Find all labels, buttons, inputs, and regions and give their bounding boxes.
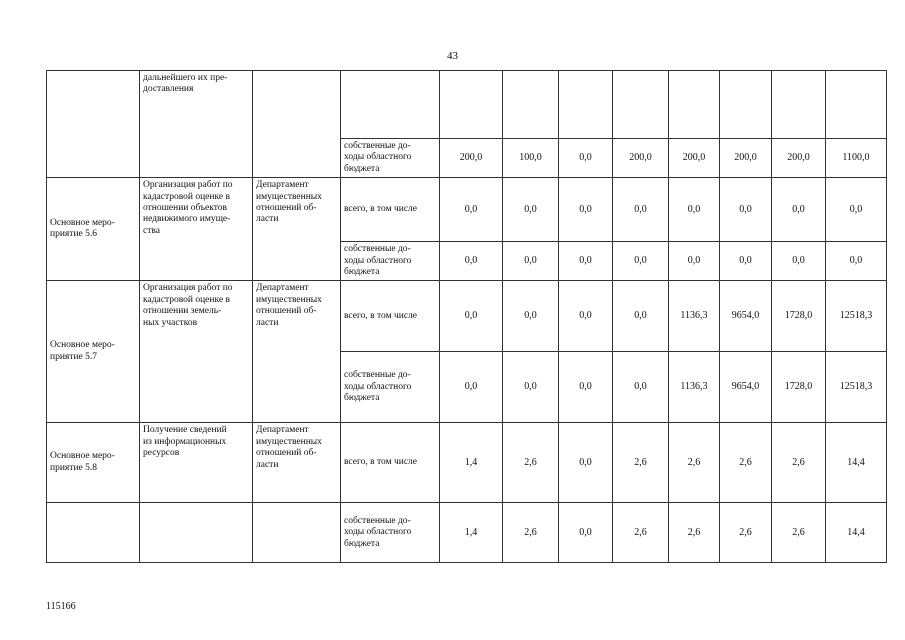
measure-cell — [47, 281, 140, 423]
value-cell: 0,0 — [559, 139, 613, 178]
activity-name-cell — [140, 281, 253, 423]
funding-source-cell — [341, 139, 440, 178]
value-cell: 12518,3 — [826, 352, 887, 423]
budget-table — [46, 70, 887, 563]
activity-name-cell — [140, 71, 253, 178]
value-cell: 200,0 — [669, 139, 720, 178]
value-cell: 1728,0 — [772, 352, 826, 423]
table-row — [47, 281, 887, 352]
page-number: 43 — [447, 50, 458, 62]
table-row — [47, 71, 887, 139]
value-cell: 1,4 — [440, 503, 503, 563]
funding-source-cell — [341, 352, 440, 423]
executor-cell — [253, 178, 341, 281]
value-cell: 0,0 — [503, 352, 559, 423]
funding-source-cell — [341, 178, 440, 242]
value-cell — [669, 71, 720, 139]
executor-cell — [253, 423, 341, 503]
activity-name-cell — [140, 503, 253, 563]
executor-cell-text: Департамент имущественных отношений об- ласти — [256, 425, 322, 470]
value-cell: 2,6 — [669, 503, 720, 563]
value-cell: 2,6 — [503, 503, 559, 563]
value-cell: 0,0 — [826, 178, 887, 242]
value-cell: 200,0 — [772, 139, 826, 178]
value-cell: 2,6 — [669, 423, 720, 503]
table-row — [47, 423, 887, 503]
funding-source-cell — [341, 242, 440, 281]
funding-source-text: всего, в том числе — [344, 310, 418, 321]
funding-source-text: всего, в том числе — [344, 203, 418, 214]
value-cell: 0,0 — [613, 242, 669, 281]
executor-cell — [253, 71, 341, 178]
measure-cell-text: Основное меро- приятие 5.6 — [50, 217, 115, 240]
value-cell — [826, 71, 887, 139]
funding-source-text: собственные до- ходы областного бюджета — [344, 370, 412, 404]
value-cell: 1100,0 — [826, 139, 887, 178]
value-cell: 0,0 — [440, 178, 503, 242]
value-cell: 1136,3 — [669, 281, 720, 352]
value-cell: 0,0 — [559, 352, 613, 423]
activity-name-cell — [140, 178, 253, 281]
funding-source-text: собственные до- ходы областного бюджета — [344, 141, 412, 174]
value-cell: 0,0 — [503, 178, 559, 242]
value-cell: 0,0 — [613, 281, 669, 352]
value-cell: 0,0 — [503, 242, 559, 281]
value-cell: 0,0 — [669, 242, 720, 281]
value-cell — [613, 71, 669, 139]
value-cell: 2,6 — [720, 503, 772, 563]
value-cell: 14,4 — [826, 503, 887, 563]
funding-source-cell — [341, 281, 440, 352]
executor-cell-text: Департамент имущественных отношений об- ласти — [256, 180, 322, 225]
value-cell: 0,0 — [720, 178, 772, 242]
value-cell: 0,0 — [559, 178, 613, 242]
document-code: 115166 — [46, 601, 76, 612]
value-cell: 200,0 — [720, 139, 772, 178]
value-cell: 2,6 — [613, 423, 669, 503]
value-cell: 12518,3 — [826, 281, 887, 352]
value-cell — [772, 71, 826, 139]
executor-cell-text: Департамент имущественных отношений об- ласти — [256, 283, 322, 328]
value-cell: 9654,0 — [720, 352, 772, 423]
value-cell — [503, 71, 559, 139]
value-cell: 100,0 — [503, 139, 559, 178]
value-cell: 1136,3 — [669, 352, 720, 423]
funding-source-cell — [341, 503, 440, 563]
value-cell — [720, 71, 772, 139]
value-cell — [559, 71, 613, 139]
activity-name-cell — [140, 423, 253, 503]
measure-cell — [47, 71, 140, 178]
value-cell: 0,0 — [559, 503, 613, 563]
value-cell: 0,0 — [503, 281, 559, 352]
activity-name-cell-text: Организация работ по кадастровой оценке в отношении объектов недвижимого имуще- ства — [143, 180, 233, 236]
value-cell: 200,0 — [613, 139, 669, 178]
measure-cell — [47, 503, 140, 563]
value-cell: 0,0 — [440, 352, 503, 423]
value-cell: 0,0 — [559, 281, 613, 352]
activity-name-cell-text: Организация работ по кадастровой оценке в отношении земель- ных участков — [143, 283, 233, 328]
value-cell — [440, 71, 503, 139]
value-cell: 0,0 — [669, 178, 720, 242]
activity-name-cell-text: дальнейшего их пре- доставления — [143, 73, 228, 95]
value-cell: 0,0 — [440, 242, 503, 281]
value-cell: 0,0 — [559, 242, 613, 281]
value-cell: 0,0 — [772, 242, 826, 281]
value-cell: 0,0 — [440, 281, 503, 352]
funding-source-text: всего, в том числе — [344, 457, 418, 468]
funding-source-text: собственные до- ходы областного бюджета — [344, 515, 412, 549]
table-row — [47, 178, 887, 242]
value-cell: 1728,0 — [772, 281, 826, 352]
funding-source-cell — [341, 71, 440, 139]
value-cell: 9654,0 — [720, 281, 772, 352]
measure-cell — [47, 178, 140, 281]
measure-cell — [47, 423, 140, 503]
measure-cell-text: Основное меро- приятие 5.7 — [50, 340, 115, 362]
executor-cell — [253, 281, 341, 423]
value-cell: 2,6 — [772, 503, 826, 563]
activity-name-cell-text: Получение сведений из информационных ресурсов — [143, 425, 227, 459]
value-cell: 0,0 — [720, 242, 772, 281]
value-cell: 2,6 — [503, 423, 559, 503]
value-cell: 2,6 — [720, 423, 772, 503]
value-cell: 0,0 — [613, 178, 669, 242]
funding-source-text: собственные до- ходы областного бюджета — [344, 244, 412, 277]
funding-source-cell — [341, 423, 440, 503]
value-cell: 2,6 — [613, 503, 669, 563]
table-row — [47, 503, 887, 563]
value-cell: 0,0 — [613, 352, 669, 423]
measure-cell-text: Основное меро- приятие 5.8 — [50, 451, 115, 473]
value-cell: 1,4 — [440, 423, 503, 503]
value-cell: 0,0 — [559, 423, 613, 503]
executor-cell — [253, 503, 341, 563]
value-cell: 2,6 — [772, 423, 826, 503]
value-cell: 0,0 — [826, 242, 887, 281]
value-cell: 200,0 — [440, 139, 503, 178]
value-cell: 14,4 — [826, 423, 887, 503]
value-cell: 0,0 — [772, 178, 826, 242]
